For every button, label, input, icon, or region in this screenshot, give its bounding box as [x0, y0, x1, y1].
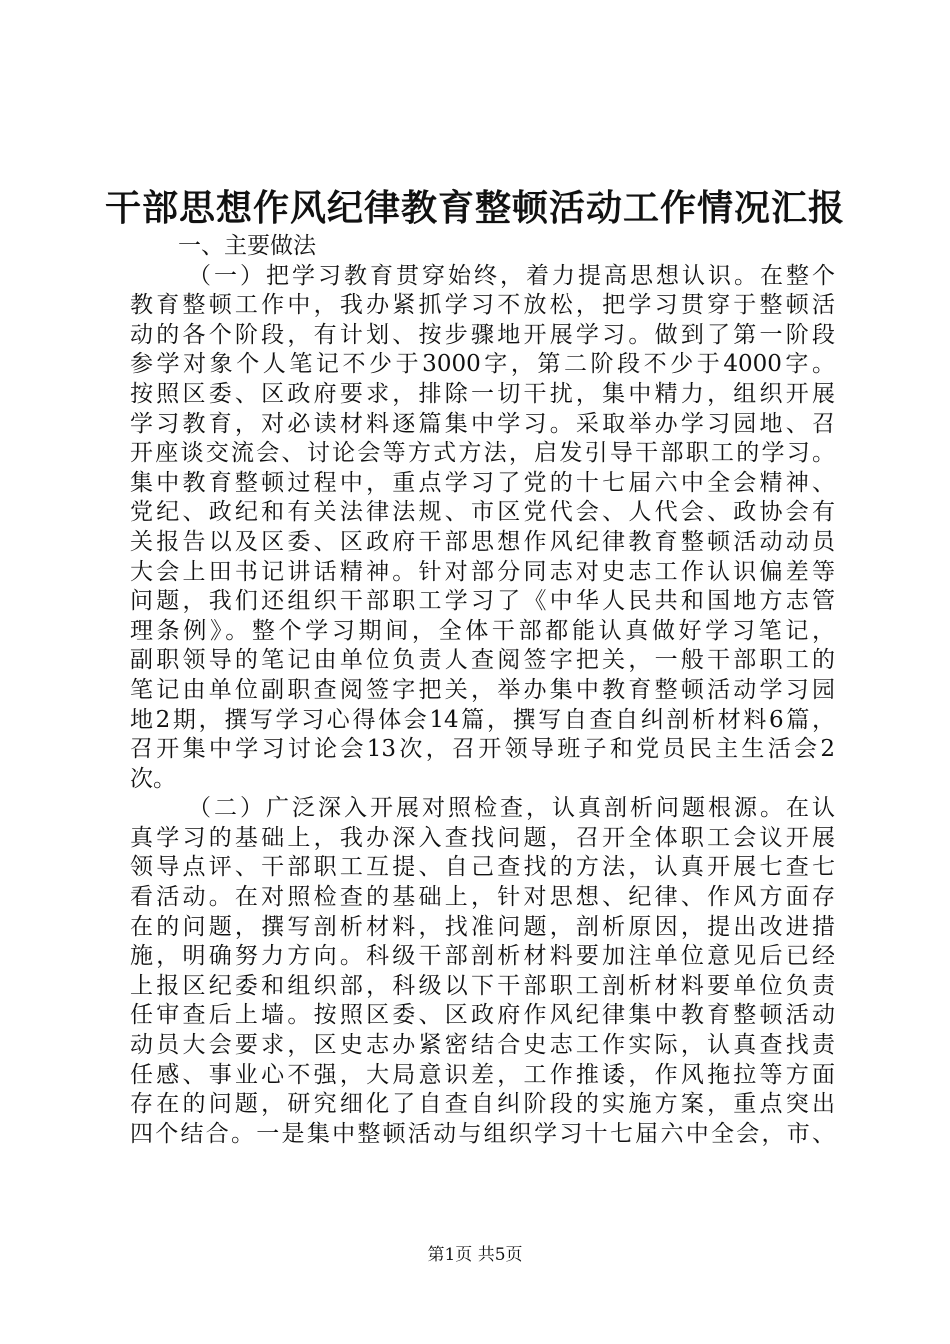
text-line: 动员大会要求，区史志办紧密结合史志工作实际，认真查找责	[130, 1032, 835, 1059]
text-line: 理条例》。整个学习期间，全体干部都能认真做好学习笔记，	[130, 617, 835, 644]
paragraph-2	[130, 794, 835, 1149]
page-footer: 第1页 共5页	[427, 1245, 523, 1265]
text-line: 副职领导的笔记由单位负责人查阅签字把关，一般干部职工的	[130, 647, 835, 674]
text-line: （二）广泛深入开展对照检查，认真剖析问题根源。在认	[188, 795, 835, 822]
document-title: 干部思想作风纪律教育整顿活动工作情况汇报	[104, 187, 845, 229]
text-line: 关报告以及区委、区政府干部思想作风纪律教育整顿活动动员	[130, 528, 835, 555]
text-line: 真学习的基础上，我办深入查找问题，召开全体职工会议开展	[130, 824, 835, 851]
text-line: 四个结合。一是集中整顿活动与组织学习十七届六中全会，市、	[130, 1120, 835, 1147]
text-line: 领导点评、干部职工互提、自己查找的方法，认真开展七查七	[130, 854, 835, 881]
text-line: 上报区纪委和组织部，科级以下干部职工剖析材料要单位负责	[130, 972, 835, 999]
document-body	[130, 232, 835, 1149]
text-line: 存在的问题，研究细化了自查自纠阶段的实施方案，重点突出	[130, 1091, 835, 1118]
text-line: 召开集中学习讨论会13次，召开领导班子和党员民主生活会2	[130, 736, 835, 763]
text-line: 党纪、政纪和有关法律法规、市区党代会、人代会、政协会有	[130, 499, 835, 526]
text-line: 施，明确努力方向。科级干部剖析材料要加注单位意见后已经	[130, 943, 835, 970]
paragraph-1	[130, 262, 835, 795]
text-line: 看活动。在对照检查的基础上，针对思想、纪律、作风方面存	[130, 884, 835, 911]
text-line: （一）把学习教育贯穿始终，着力提高思想认识。在整个	[188, 262, 835, 289]
text-line: 次。	[130, 765, 176, 792]
text-line: 任审查后上墙。按照区委、区政府作风纪律集中教育整顿活动	[130, 1002, 835, 1029]
section-heading: 一、主要做法	[178, 233, 316, 259]
text-line: 开座谈交流会、讨论会等方式方法，启发引导干部职工的学习。	[130, 440, 835, 467]
text-line: 动的各个阶段，有计划、按步骤地开展学习。做到了第一阶段	[130, 321, 835, 348]
text-line: 学习教育，对必读材料逐篇集中学习。采取举办学习园地、召	[130, 410, 835, 437]
text-line: 参学对象个人笔记不少于3000字，第二阶段不少于4000字。	[130, 351, 835, 378]
text-line: 问题，我们还组织干部职工学习了《中华人民共和国地方志管	[130, 588, 835, 615]
text-line: 集中教育整顿过程中，重点学习了党的十七届六中全会精神、	[130, 469, 835, 496]
text-line: 笔记由单位副职查阅签字把关，举办集中教育整顿活动学习园	[130, 676, 835, 703]
text-line: 大会上田书记讲话精神。针对部分同志对史志工作认识偏差等	[130, 558, 835, 585]
text-line: 在的问题，撰写剖析材料，找准问题，剖析原因，提出改进措	[130, 913, 835, 940]
text-line: 教育整顿工作中，我办紧抓学习不放松，把学习贯穿于整顿活	[130, 292, 835, 319]
text-line: 按照区委、区政府要求，排除一切干扰，集中精力，组织开展	[130, 380, 835, 407]
text-line: 任感、事业心不强，大局意识差，工作推诿，作风拖拉等方面	[130, 1061, 835, 1088]
text-line: 地2期，撰写学习心得体会14篇，撰写自查自纠剖析材料6篇，	[130, 706, 835, 733]
